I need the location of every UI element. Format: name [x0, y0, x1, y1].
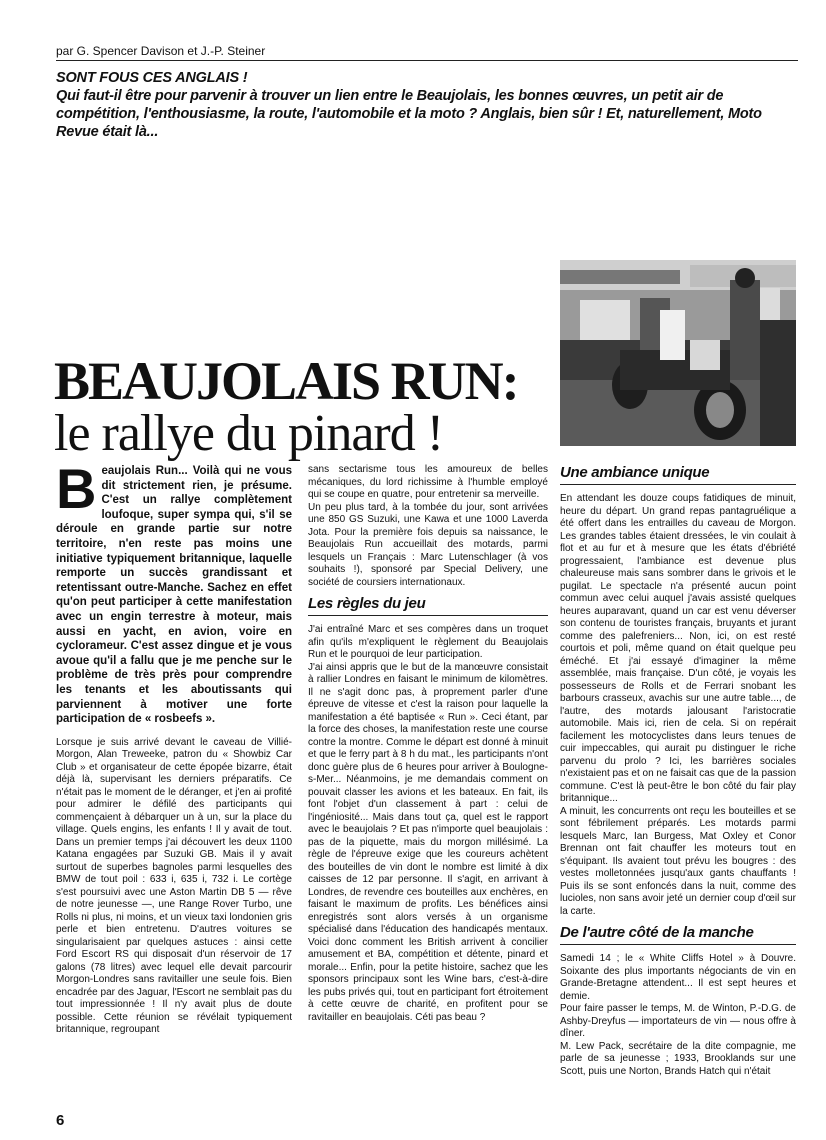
drop-cap: B [56, 457, 97, 520]
article-subtitle: le rallye du pinard ! [54, 405, 444, 462]
section-heading-autre-cote: De l'autre côté de la manche [560, 924, 796, 945]
column-3-paragraph-3: Samedi 14 ; le « White Cliffs Hotel » à Douvre. Soixante des plus importants négociants de vin en Grande-Bretagne attendent... Il est sept heures et demie. [560, 953, 796, 1002]
section-heading-regles: Les règles du jeu [308, 595, 548, 616]
kicker [56, 69, 796, 141]
column-3-paragraph-2: A minuit, les concurrents ont reçu les bouteilles et se sont fébrilement préparés. Les motards parmi lesquels Marc, Ian Burgess, Mat Oxley et Conor Brennan ont fait chauffer les moteurs tout en s'équipant. Ils avaient tout prévu les bougres : des vestes molletonnées jusqu'aux gants chauffants ! Puis ils se sont enfoncés dans la nuit, comme des lucioles, non sans avoir jeté un dernier coup d'œil sur la carte. [560, 805, 796, 917]
column-2-paragraph-4: J'ai ainsi appris que le but de la manœuvre consistait à rallier Londres en faisant le minimum de kilomètres. Il ne s'agit donc pas, à proprement parler d'une épreuve de vitesse et c'est la raison pour laquelle la manifestation a été baptisée « Run ». Ceci étant, par la force des choses, la manifestation reste une course contre la montre. Comme le départ est donné à minuit et que le ferry part à 8 h du mat., les participants n'ont donc guère plus de 6 heures pour arriver à Boulogne-s-Mer... Néanmoins, je me demandais comment on pouvait classer les avions et les bateaux. En fait, ils font l'objet d'un classement à part : celui de l'ingéniosité... Mais dans tout ça, quel est le rapport avec le beaujolais ? Et pas n'importe quel beaujolais : pas de la piquette, mais du morgon millésimé. La règle de l'épreuve exige que les coureurs achètent des bouteilles de vin dont le nombre est limité à dix caisses de 12 par personne. Il s'agit, en arrivant à Londres, de revendre ces bouteilles aux enchères, en faisant le maximum de profits. Les bénéfices ainsi enregistrés sont alors versés à un organisme spécialisé dans l'éducation des handicapés mentaux. Voici donc comment les British arrivent à concilier amusement et BA, compétition et détente, pinard et morale... Enfin, pour la petite histoire, sachez que les sponsors principaux sont les Wine bars, c'est-à-dire les pubs privés qui, tout en participant fort étroitement à cette œuvre de charité, en profitent pour se ravitailler en beaujolais. Céti pas beau ? [308, 661, 548, 1023]
header-rule [56, 60, 798, 61]
column-2-paragraph-1: sans sectarisme tous les amoureux de belles mécaniques, du lord richissime à l'humble employé qui se coupe en quatre, pour entretenir sa merveille. [308, 464, 548, 500]
column-2-paragraph-3: J'ai entraîné Marc et ses compères dans un troquet afin qu'ils m'expliquent le règlement du Beaujolais Run et le pourquoi de leur participation. [308, 624, 548, 660]
column-3-paragraph-1: En attendant les douze coups fatidiques de minuit, heure du départ. Un grand repas pantagruélique a été offert dans les entrailles du caveau de Morgon. Les grandes tables étaient dressées, le vin coulait à flot et au fur et à mesure que les états d'ébriété progressaient, l'ambiance est devenue plus chaleureuse mais sans sombrer dans le grivois et le pugilat. Le spectacle n'a présenté aucun point commun avec celui auquel j'avais assisté quelques heures auparavant, quand un car est venu déverser son contenu de touristes français, bruyants et jurant comme des palefreniers... Non, ici, on est resté courtois et poli, même quand on était quelque peu éméché. Et j'ai essayé d'imaginer la même assemblée, mais française. D'un côté, je voyais les possesseurs de Rolls et de Ferrari snobant les barbours crasseux, avachis sur une autre table..., de l'autre, des motards jalousant l'aristocratie automobile. Mais ici, rien de cela. Si on repérait facilement les motocyclistes dans leurs tenues de cuir impeccables, qui aurait pu distinguer le riche parvenu du prolo ? Ici, les barrières sociales n'existaient pas et on ne faisait cas que de la passion commune. C'est là peut-être le bon côté du fair play britannique... [560, 493, 796, 804]
column-3-paragraph-5: M. Lew Pack, secrétaire de la dite compagnie, me parle de sa jeunesse ; 1933, Brooklands sur une Scott, puis une Norton, Brands Hatch qui n'était [560, 1040, 796, 1077]
byline: par G. Spencer Davison et J.-P. Steiner [56, 44, 266, 58]
column-1 [56, 457, 292, 1037]
column-2-paragraph-2: Un peu plus tard, à la tombée du jour, sont arrivées une 850 GS Suzuki, une Kawa et une 1000 Laverda Jota. Pour la première fois depuis sa naissance, le Beaujolais Run accueillait des motards, parmi lesquels un Français : Marc Lutenschlager (à vos souhaits !), sponsoré par Special Delivery, une société de coursiers internationaux. [308, 501, 548, 588]
column-2 [308, 464, 548, 1024]
column-1-paragraph: Lorsque je suis arrivé devant le caveau de Villié-Morgon, Alan Treweeke, patron du « Showbiz Car Club » et organisateur de cette épopée bizarre, était déjà là, supervisant les derniers préparatifs. Ce n'était pas le moment de le déranger, et j'en ai profité pour admirer le défilé des participants qui commençaient à débarquer un à un, sur la place du village. Quels engins, les enfants ! Il y avait de tout. Dans un premier temps j'ai découvert les deux 1100 Katana engagées par Suzuki GB. Mais il y avait surtout de superbes bagnoles parmi lesquelles des BMW de tout poil : 633 i, 635 i, 732 i. Le cortège s'est poursuivi avec une Aston Martin DB 5 — rêve de notre jeunesse —, une Range Rover Turbo, une Rolls ni plus, ni moins, et un vieux taxi londonien gris perle et bien entretenu. D'autres voitures se singularisaient par quelques astuces : ainsi cette Ford Escort RS qui disposait d'un réservoir de 17 galons (78 litres) avec lequel elle devait parcourir Morgon-Londres sans ravitailler une seule fois. Bien encadrée par des Jaguar, l'Escort ne semblait pas du tout impressionnée ! Il n'y avait plus de doute possible. Cette réunion se révélait typiquement britannique, regroupant [56, 736, 292, 1036]
kicker-headline: SONT FOUS CES ANGLAIS ! [56, 70, 248, 86]
page-number: 6 [56, 1112, 65, 1129]
section-heading-ambiance: Une ambiance unique [560, 464, 796, 485]
column-3-paragraph-4: Pour faire passer le temps, M. de Winton, P.-D.G. de Ashby-Dreyfus — importateurs de vin — nous offre à dîner. [560, 1003, 796, 1039]
lead-paragraph: eaujolais Run... Voilà qui ne vous dit strictement rien, je présume. C'est un rallye complètement loufoque, super sympa qui, s'il se déroule en grande partie sur notre territoire, n'en reste pas moins une initiative typiquement britannique, laquelle remporte un succès grandissant et retentissant outre-Manche. Sachez en effet qu'on peut participer à cette manifestation avec un engin terrestre à moteur, mais aussi en yacht, en avion, voire en cyclorameur. C'est assez dingue et je vous avoue qu'il a fallu que je me penche sur le problème de très près pour comprendre les tenants et les aboutissants qui parviennent à motiver une forte participation de « rosbeefs ». [56, 465, 292, 726]
motorcycle-photo [560, 260, 796, 446]
kicker-intro: Qui faut-il être pour parvenir à trouver un lien entre le Beaujolais, les bonnes œuvres, un petit air de compétition, l'enthousiasme, la route, l'automobile et la moto ? Anglais, bien sûr ! Et, naturellement, Moto Revue était là... [56, 88, 762, 140]
article-title: BEAUJOLAIS RUN: [54, 351, 518, 411]
column-3 [560, 464, 796, 1078]
